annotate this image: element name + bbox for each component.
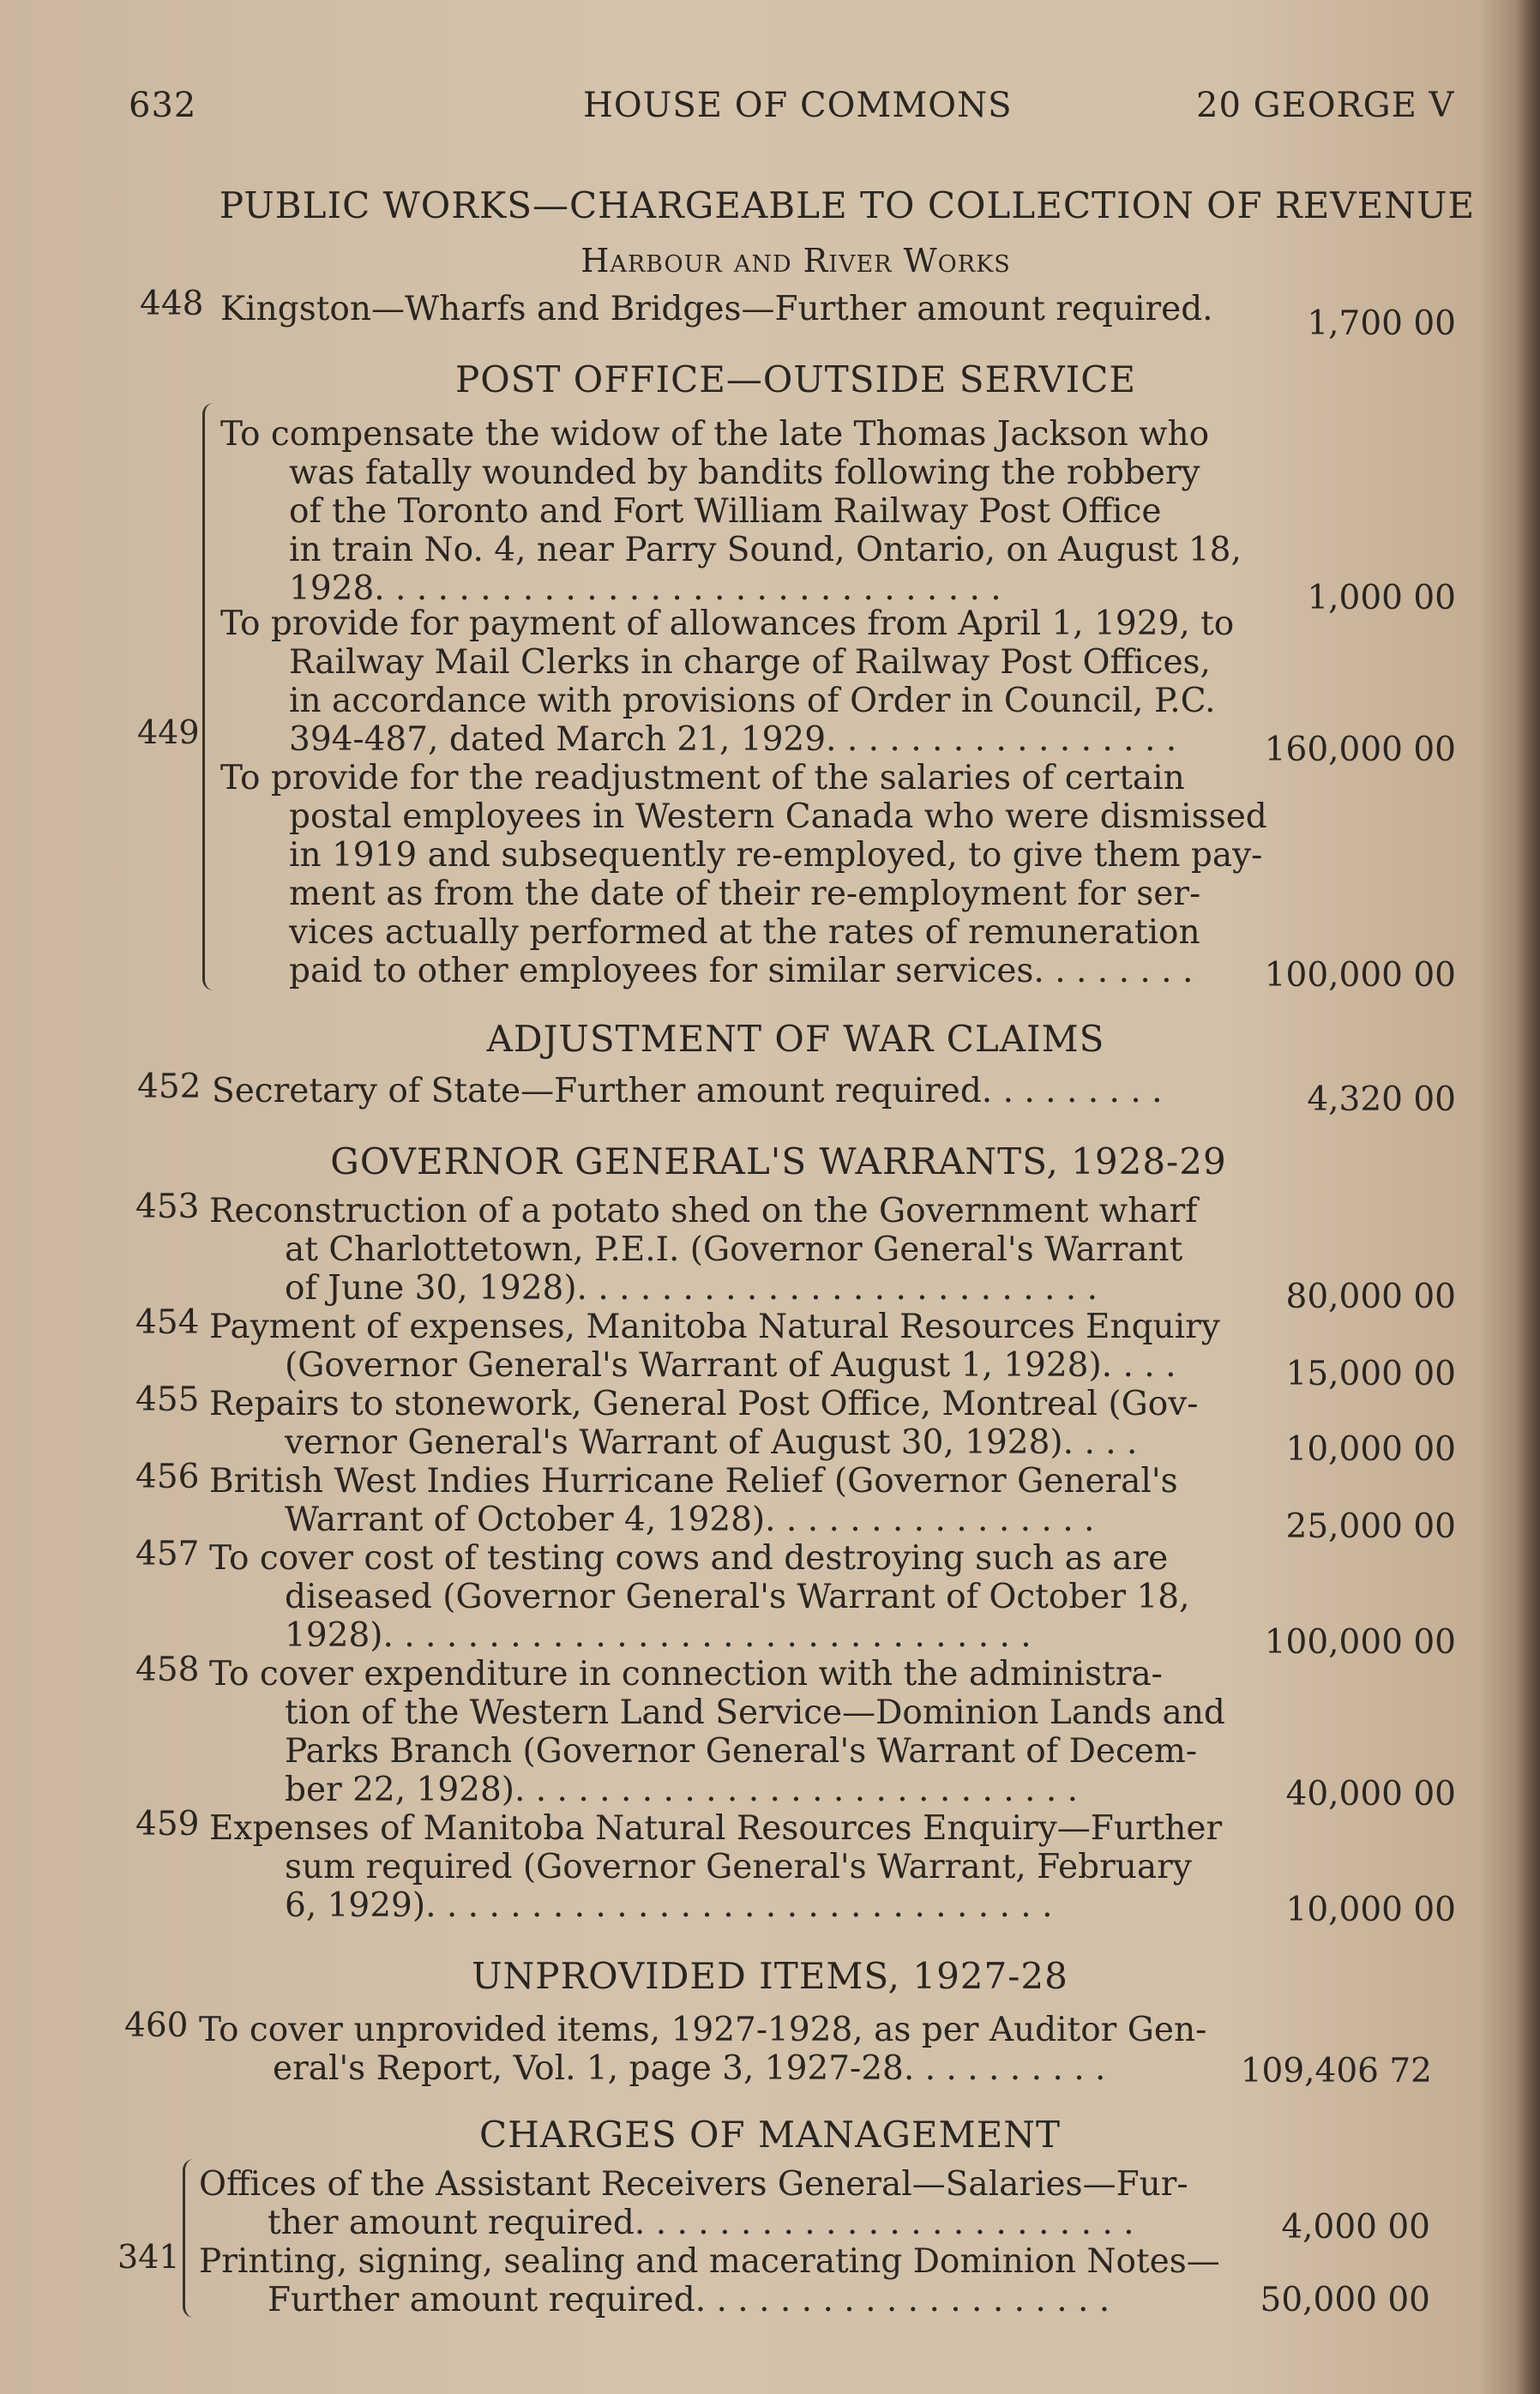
item-amount: 40,000 00 <box>1285 1775 1456 1814</box>
item-text-line: vernor General's Warrant of August 30, 1928). . . . <box>285 1423 1138 1462</box>
item-text-line: To provide for the readjustment of the salaries of certain <box>220 759 1185 797</box>
page-number: 632 <box>129 86 197 125</box>
item-amount: 25,000 00 <box>1285 1507 1456 1546</box>
item-text-line: Railway Mail Clerks in charge of Railway Post Offices, <box>289 643 1211 682</box>
item-text-line: tion of the Western Land Service—Dominion Lands and <box>285 1693 1225 1732</box>
item-number: 458 <box>135 1651 200 1689</box>
item-amount: 10,000 00 <box>1285 1891 1456 1929</box>
section-title-gg-warrants: GOVERNOR GENERAL'S WARRANTS, 1928-29 <box>330 1140 1227 1182</box>
item-amount: 15,000 00 <box>1285 1355 1456 1393</box>
item-text-line: paid to other employees for similar services. . . . . . . . <box>289 952 1194 990</box>
item-text-line: in train No. 4, near Parry Sound, Ontario, on August 18, <box>289 531 1242 569</box>
regnal-year: 20 GEORGE V <box>1196 86 1455 125</box>
item-amount: 1,700 00 <box>1307 304 1456 343</box>
running-title: HOUSE OF COMMONS <box>583 86 1013 125</box>
item-text-line: Reconstruction of a potato shed on the Government wharf <box>209 1192 1198 1230</box>
section-title-management: CHARGES OF MANAGEMENT <box>478 2114 1062 2156</box>
item-amount: 4,320 00 <box>1307 1080 1456 1119</box>
item-text-line: of the Toronto and Fort William Railway Post Office <box>289 492 1162 531</box>
item-number: 456 <box>135 1458 200 1496</box>
item-amount: 10,000 00 <box>1285 1430 1456 1469</box>
item-text-line: To compensate the widow of the late Thomas Jackson who <box>220 415 1210 454</box>
item-amount: 80,000 00 <box>1285 1278 1456 1316</box>
item-text-line: 6, 1929). . . . . . . . . . . . . . . . . . . . . . . . . . . . . . <box>285 1886 1053 1925</box>
item-number: 460 <box>124 2006 189 2045</box>
item-text-line: was fatally wounded by bandits following the robbery <box>289 454 1200 492</box>
item-number: 459 <box>135 1805 200 1844</box>
item-text-line: Further amount required. . . . . . . . . . . . . . . . . . . . <box>268 2281 1110 2319</box>
item-text-line: ther amount required. . . . . . . . . . . . . . . . . . . . . . . . <box>268 2204 1134 2242</box>
item-text-line: diseased (Governor General's Warrant of October 18, <box>285 1578 1190 1616</box>
group-number: 341 <box>117 2238 180 2276</box>
item-text-line: To cover expenditure in connection with the administra- <box>209 1655 1163 1693</box>
item-text-line: postal employees in Western Canada who were dismissed <box>289 797 1267 836</box>
item-number: 448 <box>140 285 204 323</box>
item-text-line: at Charlottetown, P.E.I. (Governor General's Warrant <box>285 1230 1183 1269</box>
item-amount: 160,000 00 <box>1264 731 1456 769</box>
item-number: 452 <box>137 1068 202 1106</box>
item-text-line: Repairs to stonework, General Post Office, Montreal (Gov- <box>209 1385 1199 1423</box>
item-text-line: ment as from the date of their re-employment for ser- <box>289 875 1201 913</box>
item-text-line: Offices of the Assistant Receivers General—Salaries—Fur- <box>199 2165 1188 2204</box>
item-text-line: Warrant of October 4, 1928). . . . . . . . . . . . . . . . <box>285 1501 1095 1539</box>
item-text-line: 1928. . . . . . . . . . . . . . . . . . . . . . . . . . . . . . <box>289 569 1002 608</box>
item-text: Kingston—Wharfs and Bridges—Further amount required. <box>220 290 1213 328</box>
group-number: 449 <box>137 713 200 751</box>
item-text-line: vices actually performed at the rates of remuneration <box>289 913 1200 952</box>
section-title-post-office: POST OFFICE—OUTSIDE SERVICE <box>454 358 1137 400</box>
item-text-line: 394-487, dated March 21, 1929. . . . . . . . . . . . . . . . . <box>289 720 1177 759</box>
item-number: 455 <box>135 1380 200 1419</box>
section-title-war-claims: ADJUSTMENT OF WAR CLAIMS <box>486 1018 1105 1060</box>
item-text: Secretary of State—Further amount required. . . . . . . . . <box>212 1072 1163 1110</box>
item-text-line: eral's Report, Vol. 1, page 3, 1927-28. . . . . . . . . . <box>273 2049 1106 2088</box>
group-brace <box>183 2159 194 2318</box>
item-text-line: sum required (Governor General's Warrant, February <box>285 1848 1192 1886</box>
item-text-line: ber 22, 1928). . . . . . . . . . . . . . . . . . . . . . . . . . . <box>285 1771 1079 1809</box>
item-text-line: British West Indies Hurricane Relief (Governor General's <box>209 1462 1178 1501</box>
item-amount: 109,406 72 <box>1240 2052 1432 2090</box>
section-subtitle-harbour: Harbour and River Works <box>581 242 1011 280</box>
item-text-line: Payment of expenses, Manitoba Natural Resources Enquiry <box>209 1308 1220 1346</box>
item-amount: 4,000 00 <box>1281 2208 1430 2247</box>
item-text-line: Printing, signing, sealing and macerating Dominion Notes— <box>199 2242 1220 2281</box>
item-text-line: in accordance with provisions of Order in Council, P.C. <box>289 682 1216 720</box>
item-text-line: To provide for payment of allowances from April 1, 1929, to <box>220 605 1235 643</box>
item-text-line: Expenses of Manitoba Natural Resources Enquiry—Further <box>209 1809 1223 1848</box>
item-amount: 100,000 00 <box>1264 1623 1456 1662</box>
item-text-line: of June 30, 1928). . . . . . . . . . . . . . . . . . . . . . . . . <box>285 1269 1098 1308</box>
item-amount: 100,000 00 <box>1264 956 1456 995</box>
item-text-line: (Governor General's Warrant of August 1, 1928). . . . <box>285 1346 1176 1385</box>
group-brace <box>202 403 214 990</box>
item-text-line: 1928). . . . . . . . . . . . . . . . . . . . . . . . . . . . . . . <box>285 1616 1032 1655</box>
item-text-line: To cover unprovided items, 1927-1928, as per Auditor Gen- <box>199 2011 1207 2049</box>
item-number: 457 <box>135 1535 200 1573</box>
item-text-line: Parks Branch (Governor General's Warrant of Decem- <box>285 1732 1198 1771</box>
item-amount: 50,000 00 <box>1260 2281 1430 2319</box>
item-text-line: in 1919 and subsequently re-employed, to give them pay- <box>289 836 1263 875</box>
item-number: 454 <box>135 1303 200 1342</box>
section-title-public-works: PUBLIC WORKS—CHARGEABLE TO COLLECTION OF REVENUE <box>219 184 1476 226</box>
item-number: 453 <box>135 1188 200 1226</box>
section-title-unprovided: UNPROVIDED ITEMS, 1927-28 <box>472 1955 1068 1997</box>
item-amount: 1,000 00 <box>1307 579 1456 617</box>
item-text-line: To cover cost of testing cows and destroying such as are <box>209 1539 1169 1578</box>
